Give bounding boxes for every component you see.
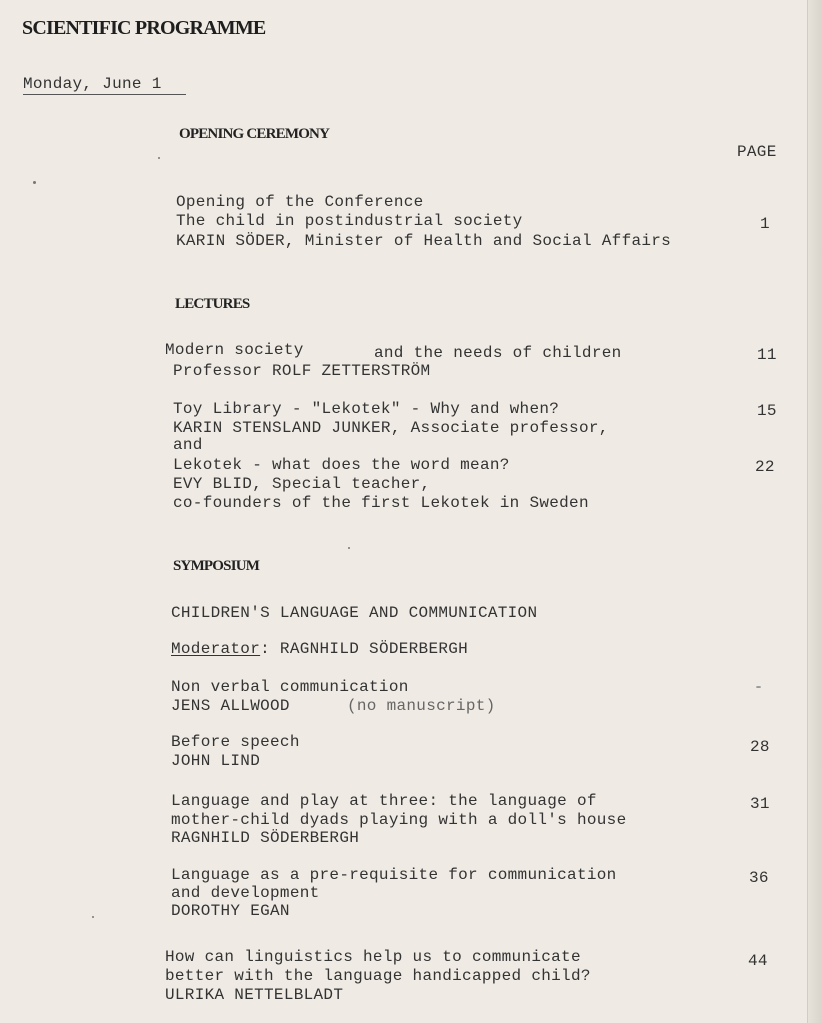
- symposium-line: Language and play at three: the language of: [171, 792, 597, 810]
- lecture-title-part: Modern society: [165, 341, 304, 359]
- symposium-line: JOHN LIND: [171, 752, 261, 770]
- lecture-line: EVY BLID, Special teacher,: [173, 475, 431, 493]
- opening-item-line: The child in postindustrial society: [176, 212, 523, 230]
- symposium-line: DOROTHY EGAN: [171, 902, 290, 920]
- symposium-line: Language as a pre-requisite for communication: [171, 866, 617, 884]
- symposium-item-speaker: JENS ALLWOOD: [171, 697, 290, 715]
- page-number: 1: [760, 215, 770, 233]
- page-number: 15: [757, 402, 777, 420]
- lectures-heading: LECTURES: [175, 296, 250, 312]
- symposium-line: better with the language handicapped child?: [165, 967, 591, 985]
- symposium-heading: SYMPOSIUM: [173, 558, 260, 574]
- symposium-line: RAGNHILD SÖDERBERGH: [171, 829, 360, 847]
- page-number: 31: [750, 795, 770, 813]
- paper-speck: [756, 686, 761, 688]
- symposium-line: and development: [171, 884, 320, 902]
- moderator-label: Moderator: [171, 640, 261, 658]
- page-number: 22: [755, 458, 775, 476]
- lecture-speaker: Professor ROLF ZETTERSTRÖM: [173, 362, 431, 380]
- paper-speck: [33, 181, 36, 184]
- lecture-line: and: [173, 436, 203, 454]
- symposium-item-note: (no manuscript): [347, 697, 496, 715]
- paper-speck: [348, 547, 350, 549]
- lecture-title-part: and the needs of children: [374, 344, 622, 362]
- symposium-line: Before speech: [171, 733, 300, 751]
- opening-item-line: Opening of the Conference: [176, 193, 424, 211]
- symposium-line: mother-child dyads playing with a doll's house: [171, 811, 627, 829]
- symposium-line: How can linguistics help us to communicate: [165, 948, 581, 966]
- page-number: 11: [757, 346, 777, 364]
- page-column-label: PAGE: [737, 143, 777, 161]
- symposium-line: ULRIKA NETTELBLADT: [165, 986, 344, 1004]
- moderator-line: [171, 640, 468, 659]
- lecture-line: KARIN STENSLAND JUNKER, Associate professor,: [173, 419, 609, 437]
- lecture-line: co-founders of the first Lekotek in Sweden: [173, 494, 589, 512]
- paper-speck: [92, 916, 94, 918]
- page-number: 28: [750, 738, 770, 756]
- symposium-item-title: Non verbal communication: [171, 678, 409, 696]
- date-heading: Monday, June 1: [23, 75, 186, 95]
- document-title: SCIENTIFIC PROGRAMME: [22, 17, 266, 39]
- moderator-name: : RAGNHILD SÖDERBERGH: [260, 640, 469, 658]
- opening-ceremony-heading: OPENING CEREMONY: [179, 126, 330, 142]
- page-edge: [807, 0, 822, 1023]
- paper-speck: [158, 157, 160, 159]
- opening-item-line: KARIN SÖDER, Minister of Health and Social Affairs: [176, 232, 672, 250]
- lecture-line: Lekotek - what does the word mean?: [173, 456, 510, 474]
- page-number: 36: [749, 869, 769, 887]
- lecture-line: Toy Library - "Lekotek" - Why and when?: [173, 400, 560, 418]
- page-number: 44: [748, 952, 768, 970]
- symposium-theme: CHILDREN'S LANGUAGE AND COMMUNICATION: [171, 604, 538, 622]
